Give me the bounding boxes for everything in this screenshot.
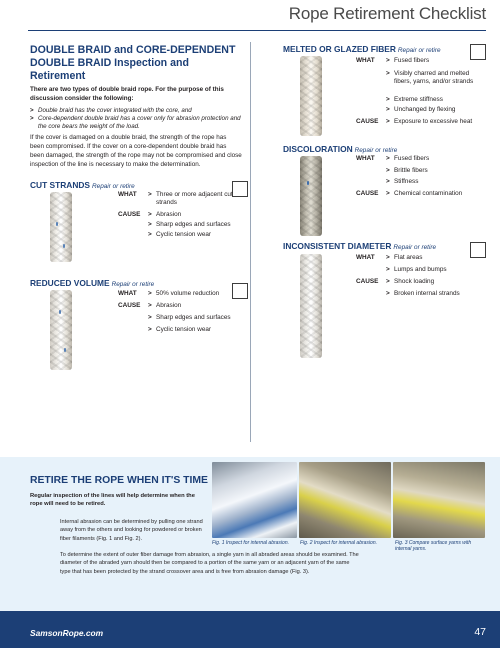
cut-strands-rope-photo [50, 192, 72, 262]
what-item: Lumps and bumps [394, 266, 447, 273]
cut-strands-details: WHAT > Three or more adjacent cut strands CAUSE > Abrasion > Sharp edges and surfaces > Cyclic tension wear [118, 191, 248, 271]
cause-label: CAUSE [118, 211, 141, 218]
melted-heading [283, 44, 441, 54]
fig-1-caption: Fig. 1 Inspect for internal abrasion. [212, 540, 289, 546]
intro-lead: There are two types of double braid rope. For the purpose of this discussion consider the following: [30, 86, 224, 102]
what-item: Fused fibers [394, 57, 430, 64]
melted-rope-photo [300, 56, 322, 136]
intro-bullet: > Core-dependent double braid has a cover only for abrasion protection and the core bears the weight of the load. [30, 115, 242, 131]
section-subtitle: Repair or retire [111, 281, 155, 288]
cause-label: CAUSE [118, 302, 141, 309]
fig-1-photo [212, 462, 297, 538]
intro-bullet-list [30, 107, 242, 131]
what-item: Fused fibers [394, 155, 430, 162]
cut-strands-heading [30, 180, 135, 190]
cause-item: Sharp edges and surfaces [156, 221, 231, 228]
section-title: CUT STRANDS [30, 180, 91, 190]
discoloration-heading [283, 144, 397, 154]
section-title: MELTED OR GLAZED FIBER [283, 44, 396, 54]
what-label: WHAT [356, 155, 375, 162]
discoloration-details: WHAT > Fused fibers > Brittle fibers > Stiffness CAUSE > Chemical contamination [356, 155, 463, 197]
inconsistent-details: WHAT > Flat areas > Lumps and bumps CAUSE > Shock loading > Broken internal strands [356, 254, 460, 297]
fig-3-photo [393, 462, 485, 538]
header-rule [28, 30, 486, 31]
what-item: Extreme stiffness [394, 96, 443, 103]
intro-heading-line1: DOUBLE BRAID and CORE-DEPENDENT [30, 44, 236, 56]
section-subtitle: Repair or retire [92, 183, 135, 190]
what-label: WHAT [118, 191, 137, 198]
fig-3-caption: Fig. 3 Compare surface yarns with internal yarns. [395, 540, 472, 552]
fig-2-caption: Fig. 2 Inspect for internal abrasion. [300, 540, 377, 546]
what-item: Stiffness [394, 178, 419, 185]
inconsistent-rope-photo [300, 254, 322, 358]
intro-block [30, 44, 242, 169]
cause-label: CAUSE [356, 190, 379, 197]
cause-item: Sharp edges and surfaces [156, 314, 231, 321]
section-title: INCONSISTENT DIAMETER [283, 241, 392, 251]
footer-website-link[interactable]: SamsonRope.com [30, 628, 104, 638]
retire-intro: Regular inspection of the lines will help determine when the rope will need to be retired. [30, 493, 195, 508]
cause-item: Cyclic tension wear [156, 231, 212, 238]
cause-item: Abrasion [156, 302, 182, 309]
cause-label: CAUSE [356, 278, 379, 285]
intro-heading-line2: DOUBLE BRAID Inspection and Retirement [30, 57, 189, 82]
cause-item: Exposure to excessive heat [394, 118, 473, 125]
page-header-title: Rope Retirement Checklist [288, 4, 486, 23]
reduced-volume-rope-photo [50, 290, 72, 370]
cause-item: Abrasion [156, 211, 182, 218]
reduced-volume-heading [30, 278, 154, 288]
what-item: Three or more adjacent cut strands [156, 191, 233, 207]
section-subtitle: Repair or retire [397, 47, 441, 54]
section-subtitle: Repair or retire [354, 147, 398, 154]
intro-bullet: > Double braid has the cover integrated with the core, and [30, 107, 242, 115]
what-item: 50% volume reduction [156, 290, 220, 297]
section-title: REDUCED VOLUME [30, 278, 110, 288]
what-label: WHAT [118, 290, 137, 297]
cause-item: Cyclic tension wear [156, 326, 212, 333]
reduced-volume-details: WHAT > 50% volume reduction CAUSE > Abrasion > Sharp edges and surfaces > Cyclic tension wear [118, 290, 231, 333]
cause-item: Chemical contamination [394, 190, 463, 197]
retire-heading: RETIRE THE ROPE WHEN IT'S TIME [30, 475, 208, 486]
cause-label: CAUSE [356, 118, 379, 125]
column-divider [250, 42, 251, 442]
intro-body: If the cover is damaged on a double braid, the strength of the rope has been compromised. If the cover on a core-dependent double braid has been damaged, the strength of the rope may not be compromised and close inspection of the line is necessary to make the determination. [30, 133, 242, 168]
what-item: Unchanged by flexing [394, 106, 456, 113]
what-item: Flat areas [394, 254, 423, 261]
cause-item: Shock loading [394, 278, 435, 285]
what-label: WHAT [356, 57, 375, 64]
retire-paragraph-1: Internal abrasion can be determined by pulling one strand away from the others and looking for powdered or broken fiber filaments (Fig. 1 and Fig. 2). [60, 519, 203, 542]
fig-2-photo [299, 462, 391, 538]
what-item: Brittle fibers [394, 167, 428, 174]
what-label: WHAT [356, 254, 375, 261]
discoloration-rope-photo [300, 156, 322, 236]
melted-details: WHAT > Fused fibers > Visibly charred and melted fibers, yarns, and/or strands > Extreme stiffness > Unchanged by flexing CAUSE > Exposure to excessive heat [356, 57, 496, 137]
what-item: Visibly charred and melted fibers, yarns, and/or strands [394, 70, 474, 86]
inconsistent-heading [283, 241, 436, 251]
section-title: DISCOLORATION [283, 144, 353, 154]
page-number: 47 [474, 626, 486, 638]
retire-paragraph-2: To determine the extent of outer fiber damage from abrasion, a single yarn in all abraded areas should be examined. The diameter of the abraded yarn should then be compared to a portion of the same yarn or an adjacent yarn of the same type that has been protected by the strand crossover area and is free from abrasion damage (Fig. 3). [60, 552, 359, 575]
section-subtitle: Repair or retire [393, 244, 437, 251]
cause-item: Broken internal strands [394, 290, 460, 297]
